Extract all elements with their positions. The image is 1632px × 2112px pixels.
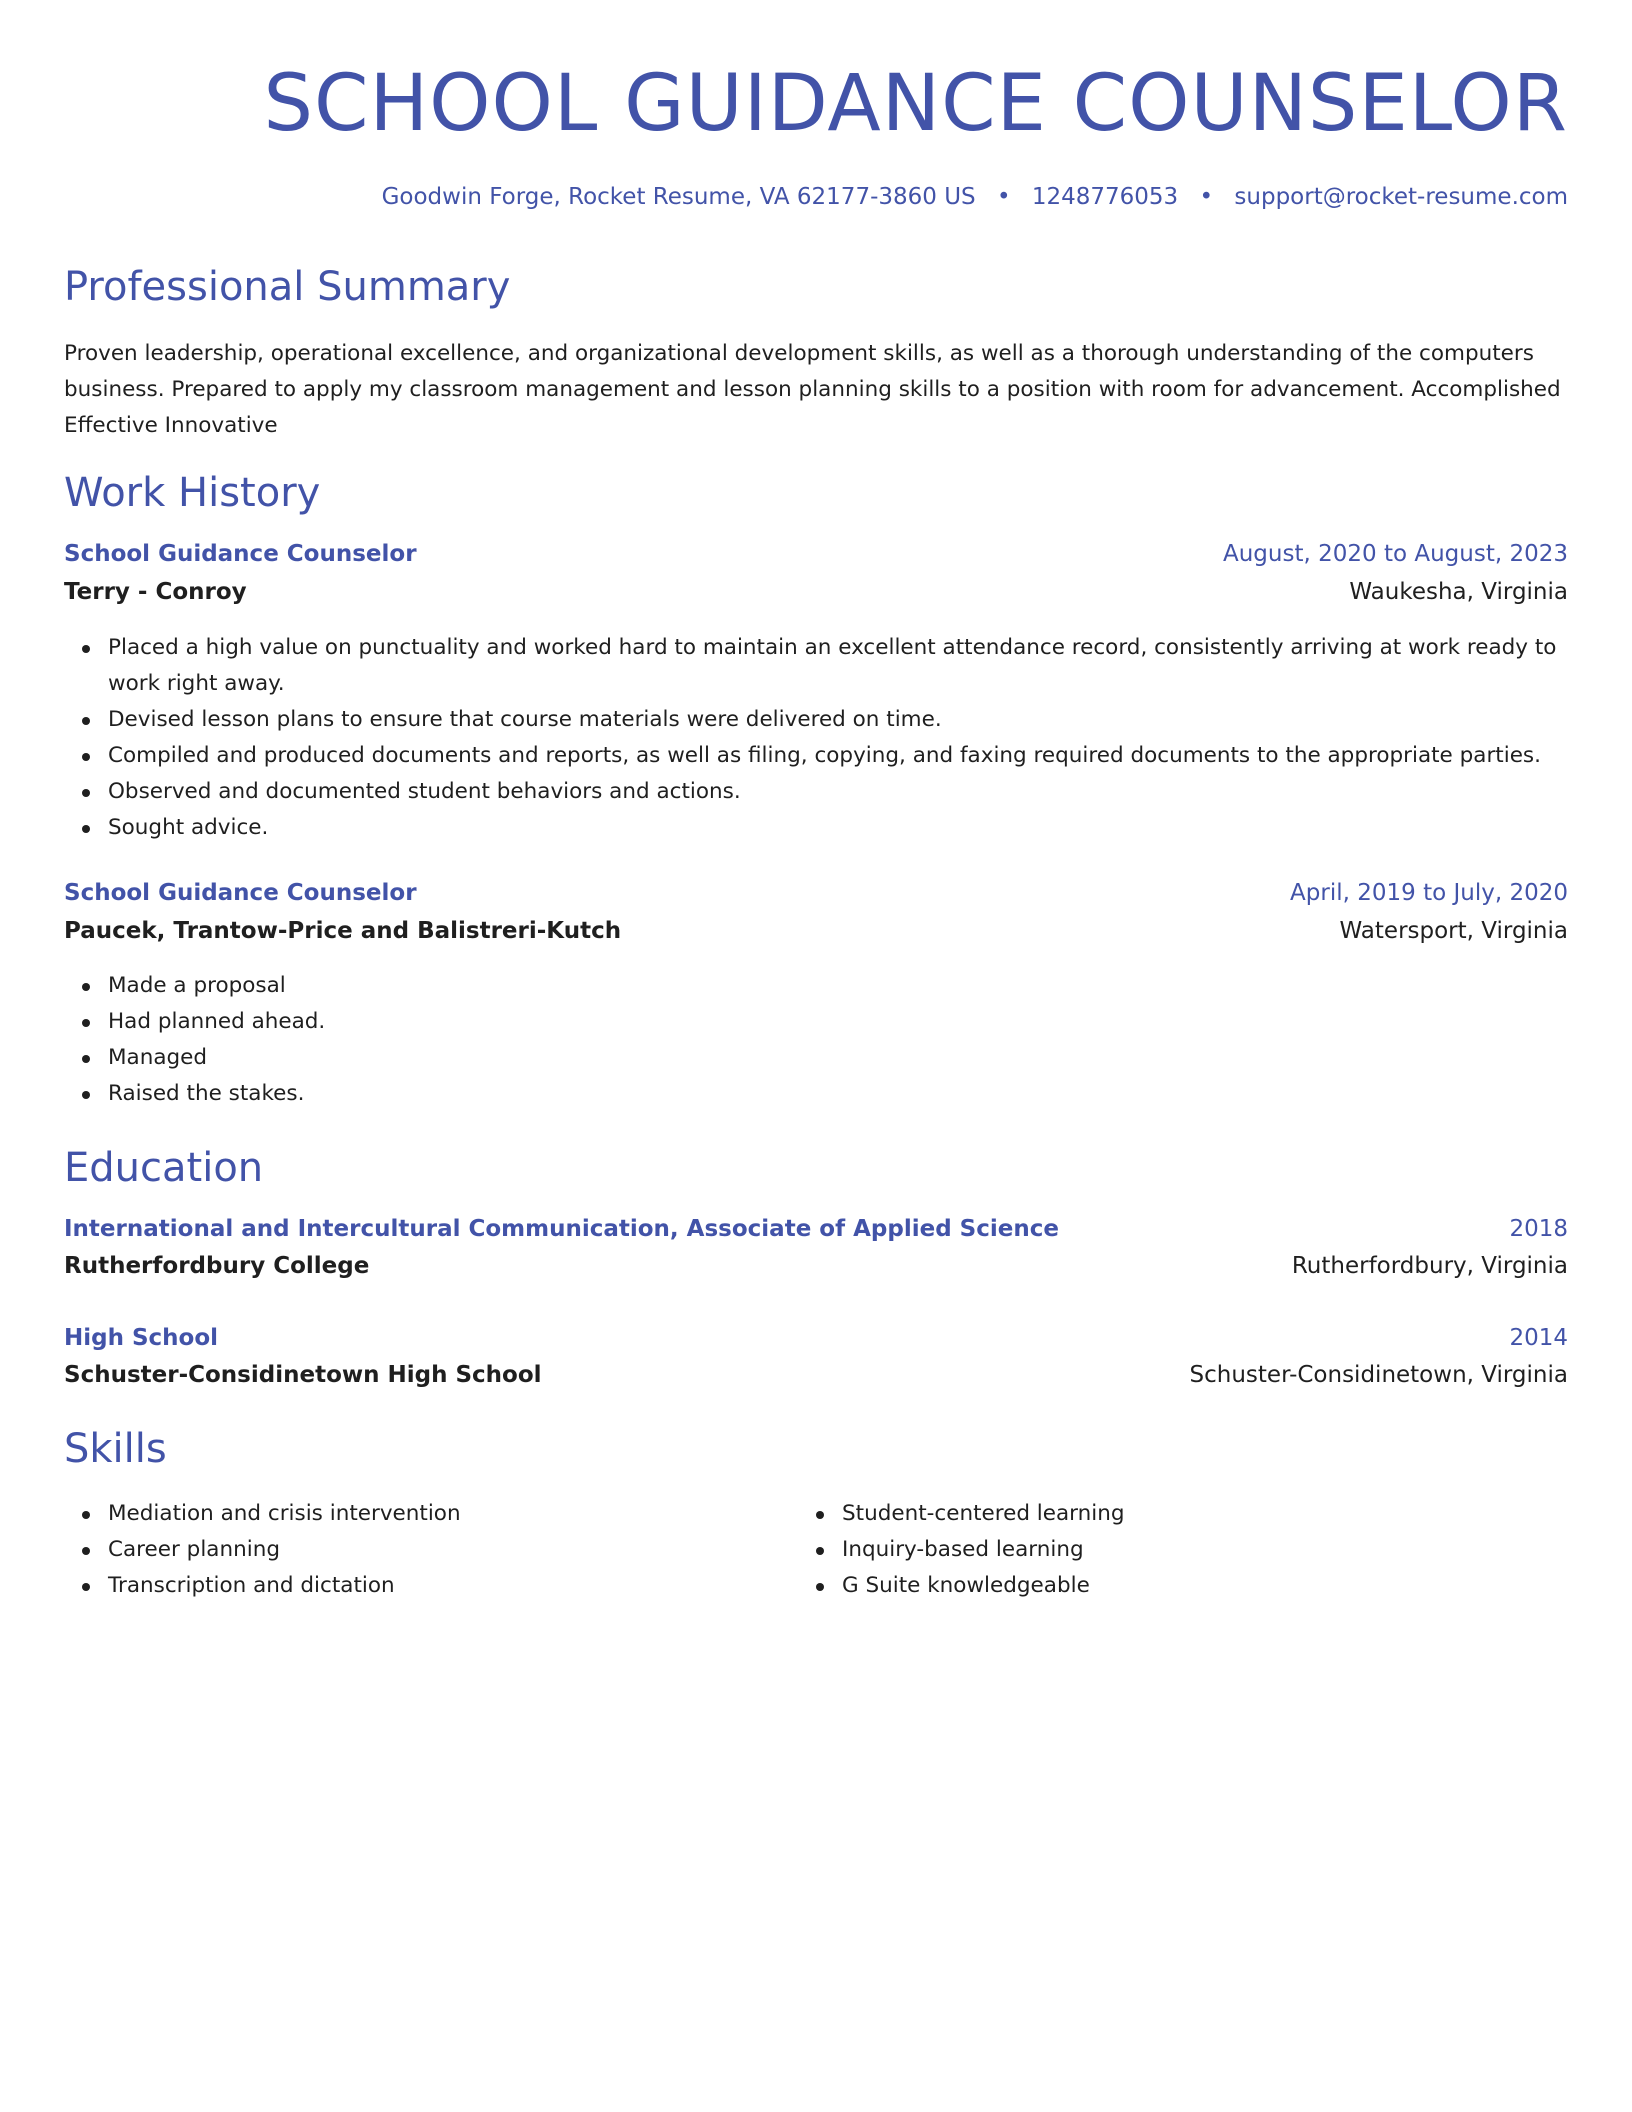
- skill-item: Career planning: [108, 1532, 758, 1568]
- skills-list-left: [64, 1496, 758, 1604]
- job-title-row: [64, 541, 1568, 575]
- job-bullets: [64, 968, 1578, 1112]
- job-title-row: [64, 880, 1568, 914]
- education-degree: International and Intercultural Communication, Associate of Applied Science: [64, 1216, 1059, 1242]
- work-history-heading: Work History: [64, 470, 321, 516]
- job-dates: April, 2019 to July, 2020: [1290, 880, 1568, 906]
- education-school: Schuster-Considinetown High School: [64, 1362, 542, 1388]
- list-item: Observed and documented student behaviors and actions.: [108, 774, 1578, 810]
- education-degree-row: [64, 1216, 1568, 1250]
- list-item: Had planned ahead.: [108, 1004, 1578, 1040]
- contact-phone: 1248776053: [1031, 184, 1179, 210]
- education-school-row: [64, 1362, 1568, 1396]
- education-school: Rutherfordbury College: [64, 1253, 370, 1279]
- education-school-row: [64, 1253, 1568, 1287]
- skill-item: Inquiry-based learning: [842, 1532, 1492, 1568]
- list-item: Managed: [108, 1040, 1578, 1076]
- contact-email: support@rocket-resume.com: [1234, 184, 1568, 210]
- job-position: School Guidance Counselor: [64, 541, 417, 567]
- list-item: Devised lesson plans to ensure that course materials were delivered on time.: [108, 702, 1578, 738]
- job-company: Terry - Conroy: [64, 579, 247, 605]
- education-location: Rutherfordbury, Virginia: [1291, 1253, 1568, 1279]
- education-heading: Education: [64, 1145, 264, 1191]
- skill-item: Student-centered learning: [842, 1496, 1492, 1532]
- skill-item: Transcription and dictation: [108, 1568, 758, 1604]
- summary-heading: Professional Summary: [64, 264, 511, 310]
- skills-list-right: [798, 1496, 1492, 1604]
- job-dates: August, 2020 to August, 2023: [1223, 541, 1568, 567]
- job-location: Waukesha, Virginia: [1349, 579, 1568, 605]
- contact-address: Goodwin Forge, Rocket Resume, VA 62177-3860 US: [381, 184, 976, 210]
- education-year: 2014: [1509, 1325, 1568, 1351]
- contact-separator: •: [1199, 184, 1214, 210]
- education-year: 2018: [1509, 1216, 1568, 1242]
- education-degree: High School: [64, 1325, 219, 1351]
- education-degree-row: [64, 1325, 1568, 1359]
- contact-separator: •: [996, 184, 1011, 210]
- job-position: School Guidance Counselor: [64, 880, 417, 906]
- job-company: Paucek, Trantow-Price and Balistreri-Kutch: [64, 918, 622, 944]
- list-item: Placed a high value on punctuality and worked hard to maintain an excellent attendance record, consistently arriving at work ready to work right away.: [108, 630, 1578, 702]
- skills-heading: Skills: [64, 1426, 167, 1472]
- job-bullets: [64, 630, 1578, 846]
- list-item: Compiled and produced documents and reports, as well as filing, copying, and faxing required documents to the appropriate parties.: [108, 738, 1578, 774]
- job-location: Watersport, Virginia: [1339, 918, 1568, 944]
- summary-text: Proven leadership, operational excellence, and organizational development skills, as well as a thorough understanding of the computers business. Prepared to apply my classroom management and lesson planning skills to a position with room for advancement. Accomplished Effective Innovative: [64, 341, 1561, 438]
- education-location: Schuster-Considinetown, Virginia: [1189, 1362, 1568, 1388]
- job-company-row: [64, 918, 1568, 952]
- resume-name: SCHOOL GUIDANCE COUNSELOR: [263, 59, 1568, 149]
- skill-item: G Suite knowledgeable: [842, 1568, 1492, 1604]
- list-item: Raised the stakes.: [108, 1076, 1578, 1112]
- skill-item: Mediation and crisis intervention: [108, 1496, 758, 1532]
- contact-line: [382, 182, 1568, 212]
- list-item: Made a proposal: [108, 968, 1578, 1004]
- list-item: Sought advice.: [108, 810, 1578, 846]
- job-company-row: [64, 579, 1568, 613]
